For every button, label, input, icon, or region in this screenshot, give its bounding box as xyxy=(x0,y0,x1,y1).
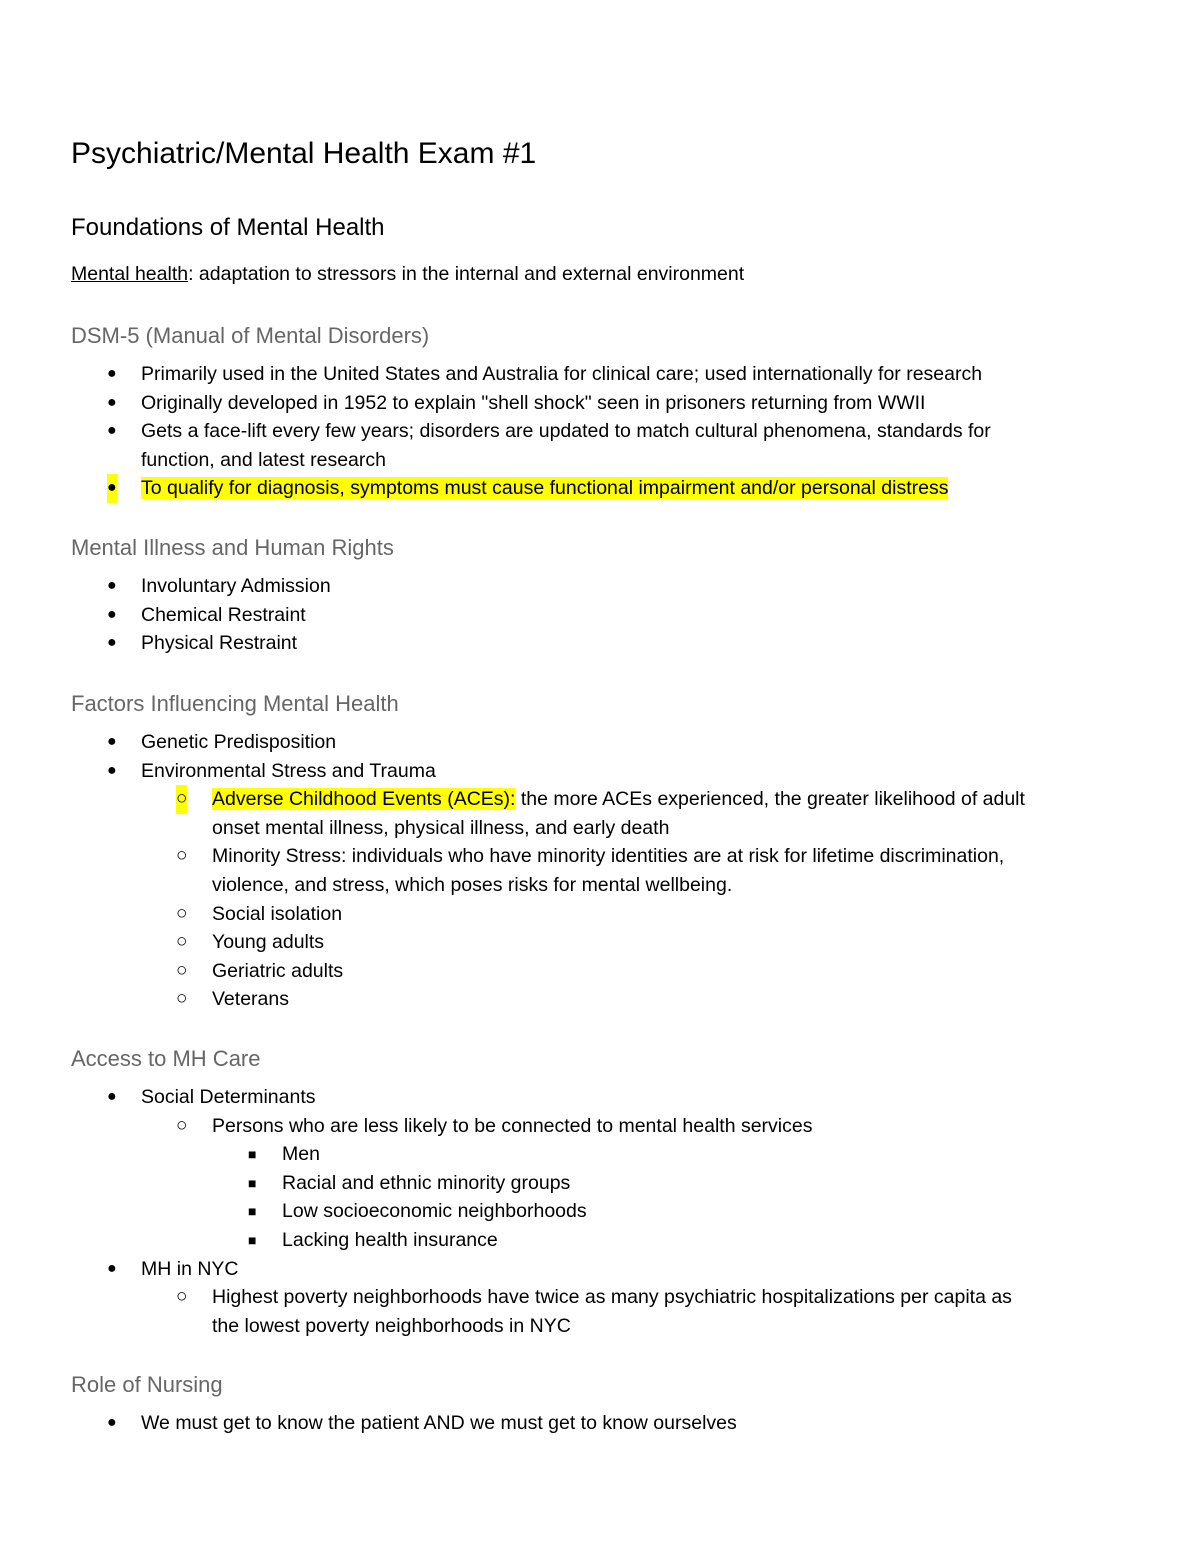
list-item: ■ Low socioeconomic neighborhoods xyxy=(0,1197,1200,1226)
dsm-list xyxy=(0,360,1200,503)
list-item: ○ Geriatric adults xyxy=(0,957,1200,986)
list-item-highlighted xyxy=(0,474,1200,503)
bullet-circle-icon: ○ xyxy=(176,959,188,981)
factors-heading: Factors Influencing Mental Health xyxy=(71,691,399,716)
list-item: ● Genetic Predisposition xyxy=(0,728,1200,757)
factors-list xyxy=(0,728,1200,1014)
bullet-square-icon: ■ xyxy=(248,1231,257,1248)
list-item: ● Primarily used in the United States and Australia for clinical care; used internationally for research xyxy=(0,360,1200,389)
list-item: ● MH in NYC xyxy=(0,1255,1200,1284)
list-item: ● We must get to know the patient AND we must get to know ourselves xyxy=(0,1409,1200,1438)
bullet-circle-icon: ○ xyxy=(176,988,188,1010)
bullet-circle-icon: ○ xyxy=(176,1114,188,1136)
list-item: ○ Veterans xyxy=(0,985,1200,1014)
bullet-disc-icon: ● xyxy=(107,733,117,750)
list-item: ■ Lacking health insurance xyxy=(0,1226,1200,1255)
bullet-disc-icon: ● xyxy=(107,422,117,440)
bullet-disc-icon: ● xyxy=(107,1414,117,1431)
diagnosis-criteria-highlight: To qualify for diagnosis, symptoms must cause functional impairment and/or personal distress xyxy=(141,477,949,500)
list-item: ■ Men xyxy=(0,1140,1200,1169)
rights-heading: Mental Illness and Human Rights xyxy=(71,535,394,560)
list-item-continuation: onset mental illness, physical illness, and early death xyxy=(212,816,670,839)
document-title: Psychiatric/Mental Health Exam #1 xyxy=(71,137,537,170)
list-item: ○ Social isolation xyxy=(0,900,1200,929)
bullet-disc-icon: ● xyxy=(107,634,117,652)
bullet-disc-icon: ● xyxy=(107,1259,117,1277)
nursing-list xyxy=(0,1409,1200,1438)
list-item: ○ Persons who are less likely to be connected to mental health services xyxy=(0,1112,1200,1141)
bullet-disc-icon: ● xyxy=(107,605,117,623)
bullet-disc-icon: ● xyxy=(107,393,117,411)
list-item-continuation: function, and latest research xyxy=(141,448,386,471)
mental-health-definition-text: : adaptation to stressors in the internal and external environment xyxy=(188,263,745,285)
rights-list xyxy=(0,572,1200,658)
list-item: ● Originally developed in 1952 to explain "shell shock" seen in prisoners returning from WWII xyxy=(0,389,1200,418)
list-item-continuation: the lowest poverty neighborhoods in NYC xyxy=(212,1314,571,1337)
mental-health-term: Mental health xyxy=(71,263,189,285)
aces-term-highlight: Adverse Childhood Events (ACEs): xyxy=(212,788,516,811)
bullet-square-icon: ■ xyxy=(248,1174,257,1191)
list-item: ● Social Determinants xyxy=(0,1083,1200,1112)
access-list xyxy=(0,1083,1200,1340)
bullet-circle-icon: ○ xyxy=(176,902,188,924)
bullet-circle-icon: ○ xyxy=(176,1286,188,1308)
access-heading: Access to MH Care xyxy=(71,1046,261,1071)
list-item: ○ Highest poverty neighborhoods have twice as many psychiatric hospitalizations per capita as xyxy=(0,1283,1200,1312)
bullet-disc-icon: ● xyxy=(107,365,117,382)
mental-health-definition xyxy=(71,259,744,289)
bullet-disc-icon: ● xyxy=(107,577,117,594)
bullet-disc-icon: ● xyxy=(107,474,117,503)
bullet-circle-icon: ○ xyxy=(176,785,187,814)
nursing-heading: Role of Nursing xyxy=(71,1372,223,1397)
bullet-disc-icon: ● xyxy=(107,1088,117,1105)
list-item: ● Physical Restraint xyxy=(0,629,1200,658)
bullet-disc-icon: ● xyxy=(107,761,117,779)
list-item: ○ Young adults xyxy=(0,928,1200,957)
bullet-circle-icon: ○ xyxy=(176,931,188,953)
bullet-circle-icon: ○ xyxy=(176,845,188,867)
list-item-aces: ○ Adverse Childhood Events (ACEs): the more ACEs experienced, the greater likelihood of adult xyxy=(0,785,1200,814)
list-item-continuation: violence, and stress, which poses risks for mental wellbeing. xyxy=(212,873,733,896)
bullet-square-icon: ■ xyxy=(248,1146,257,1163)
bullet-square-icon: ■ xyxy=(248,1203,257,1220)
list-item: ● Environmental Stress and Trauma xyxy=(0,757,1200,786)
list-item: ● Gets a face-lift every few years; disorders are updated to match cultural phenomena, standards for xyxy=(0,417,1200,446)
list-item: ■ Racial and ethnic minority groups xyxy=(0,1169,1200,1198)
list-item: ○ Minority Stress: individuals who have minority identities are at risk for lifetime discrimination, xyxy=(0,842,1200,871)
list-item: ● Chemical Restraint xyxy=(0,601,1200,630)
dsm-heading: DSM-5 (Manual of Mental Disorders) xyxy=(71,323,430,348)
list-item: ● Involuntary Admission xyxy=(0,572,1200,601)
section-heading: Foundations of Mental Health xyxy=(71,214,385,241)
